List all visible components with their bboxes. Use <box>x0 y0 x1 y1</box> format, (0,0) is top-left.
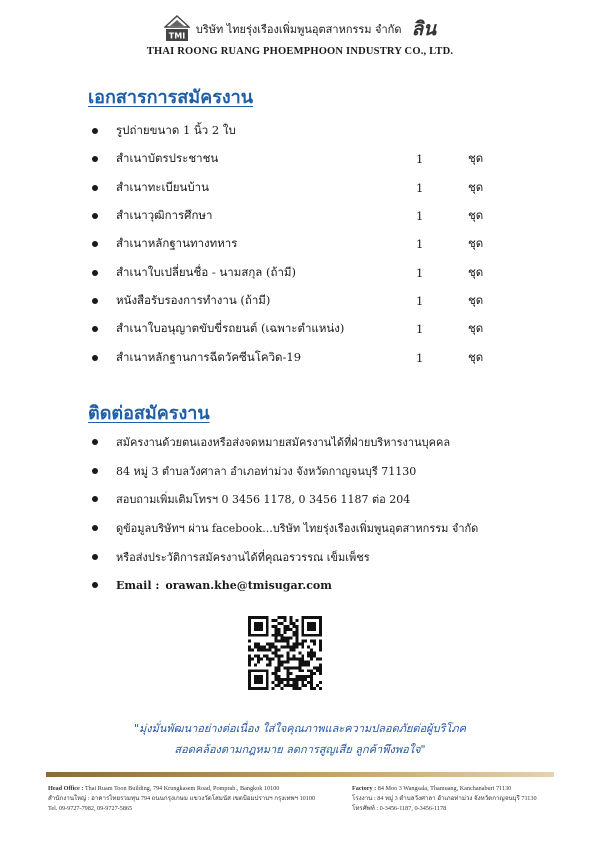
contact-email: Email : orawan.khe@tmisugar.com <box>92 571 478 600</box>
bullet-icon <box>92 128 98 134</box>
letterhead <box>0 14 600 57</box>
document-name: สำเนาใบอนุญาตขับขี่รถยนต์ (เฉพาะตำแหน่ง) <box>116 321 345 336</box>
company-name-thai: บริษัท ไทยรุ่งเรืองเพิ่มพูนอุตสาหกรรม จำกัด <box>195 23 402 36</box>
contact-item: หรือส่งประวัติการสมัครงานได้ที่คุณอรวรรณ เข็มเพ็ชร <box>92 542 478 571</box>
slogan-line-2: สอดคล้องตามกฎหมาย ลดการสูญเสีย ลูกค้าพึงพอใจ" <box>174 743 426 756</box>
svg-text:TMI: TMI <box>168 31 186 41</box>
contact-item: ดูข้อมูลบริษัทฯ ผ่าน facebook...บริษัท ไทยรุ่งเรืองเพิ่มพูนอุตสาหกรรม จำกัด <box>92 514 478 543</box>
bullet-icon <box>92 525 98 531</box>
footer-factory: Factory : 84 Moo 3 Wangsala, Thamuang, Kanchanaburi 71130 โรงงาน : 84 หมู่ 3 ตำบลวังศาลา อำเภอท่าม่วง จังหวัดกาญจนบุรี 71130 โทรศัพท์ : 0-3456-1187, 0-3456-1178 <box>352 785 537 812</box>
contact-item: 84 หมู่ 3 ตำบลวังศาลา อำเภอท่าม่วง จังหวัดกาญจนบุรี 71130 <box>92 457 478 486</box>
document-item <box>92 174 508 202</box>
bullet-icon <box>92 355 98 361</box>
bullet-icon <box>92 270 98 276</box>
bullet-icon <box>92 582 98 588</box>
document-name: สำเนาวุฒิการศึกษา <box>116 208 213 223</box>
document-qty: 1 <box>416 265 424 280</box>
document-unit: ชุด <box>468 264 484 279</box>
document-name: สำเนาใบเปลี่ยนชื่อ - นามสกุล (ถ้ามี) <box>116 264 296 279</box>
document-name: หนังสือรับรองการทำงาน (ถ้ามี) <box>116 292 271 307</box>
document-unit: ชุด <box>468 321 484 336</box>
document-qty: 1 <box>416 180 424 195</box>
bullet-icon <box>92 298 98 304</box>
company-name-english: THAI ROONG RUANG PHOEMPHOON INDUSTRY CO., LTD. <box>146 46 454 57</box>
document-name: สำเนาทะเบียนบ้าน <box>116 179 209 194</box>
documents-list <box>92 117 508 372</box>
bullet-icon <box>92 213 98 219</box>
document-item <box>92 202 508 230</box>
bullet-icon <box>92 496 98 502</box>
brand-logo-script: ลิน <box>411 18 437 40</box>
bullet-icon <box>92 554 98 560</box>
document-name: รูปถ่ายขนาด 1 นิ้ว 2 ใบ <box>116 123 236 138</box>
document-qty: 1 <box>416 293 424 308</box>
document-item <box>92 145 508 173</box>
document-unit: ชุด <box>468 208 484 223</box>
bullet-icon <box>92 468 98 474</box>
contact-list <box>92 428 478 600</box>
document-unit: ชุด <box>468 292 484 307</box>
footer-head-office: Head Office : Thai Ruam Toon Building, 794 Krungkasem Road, Pomprab., Bangkok 10100 สำนักงานใหญ่ : อาคารไทยรวมทุน 794 ถนนกรุงเกษม แขวงวัดโสมนัส เขตป้อมปราบฯ กรุงเทพฯ 10100 Tel. 09-9727-7982, 09-9727-5865 <box>48 785 316 812</box>
bullet-icon <box>92 185 98 191</box>
email-link[interactable]: orawan.khe@tmisugar.com <box>165 578 332 592</box>
document-unit: ชุด <box>468 151 484 166</box>
footer-divider <box>46 772 554 777</box>
slogan-line-1: "มุ่งมั่นพัฒนาอย่างต่อเนื่อง ใส่ใจคุณภาพและความปลอดภัยต่อผู้บริโภค <box>133 722 467 735</box>
document-item <box>92 343 508 371</box>
qr-code-icon[interactable] <box>248 616 322 690</box>
document-unit: ชุด <box>468 236 484 251</box>
bullet-icon <box>92 439 98 445</box>
bullet-icon <box>92 156 98 162</box>
document-unit: ชุด <box>468 179 484 194</box>
document-qty: 1 <box>416 350 424 365</box>
document-item <box>92 117 508 145</box>
bullet-icon <box>92 241 98 247</box>
document-qty: 1 <box>416 322 424 337</box>
document-item <box>92 287 508 315</box>
document-item <box>92 230 508 258</box>
contact-item: สอบถามเพิ่มเติมโทรฯ 0 3456 1178, 0 3456 1187 ต่อ 204 <box>92 485 478 514</box>
company-logo-icon <box>164 15 190 43</box>
document-name: สำเนาหลักฐานทางทหาร <box>116 236 238 251</box>
document-name: สำเนาบัตรประชาชน <box>116 151 219 166</box>
document-name: สำเนาหลักฐานการฉีดวัคซีนโควิด-19 <box>116 349 302 364</box>
contact-item: สมัครงานด้วยตนเองหรือส่งจดหมายสมัครงานได้ที่ฝ่ายบริหารงานบุคคล <box>92 428 478 457</box>
document-qty: 1 <box>416 237 424 252</box>
document-item <box>92 258 508 286</box>
document-item <box>92 315 508 343</box>
documents-title: เอกสารการสมัครงาน <box>88 87 254 108</box>
document-qty: 1 <box>416 152 424 167</box>
document-unit: ชุด <box>468 349 484 364</box>
bullet-icon <box>92 326 98 332</box>
contact-title: ติดต่อสมัครงาน <box>88 403 210 424</box>
document-qty: 1 <box>416 209 424 224</box>
